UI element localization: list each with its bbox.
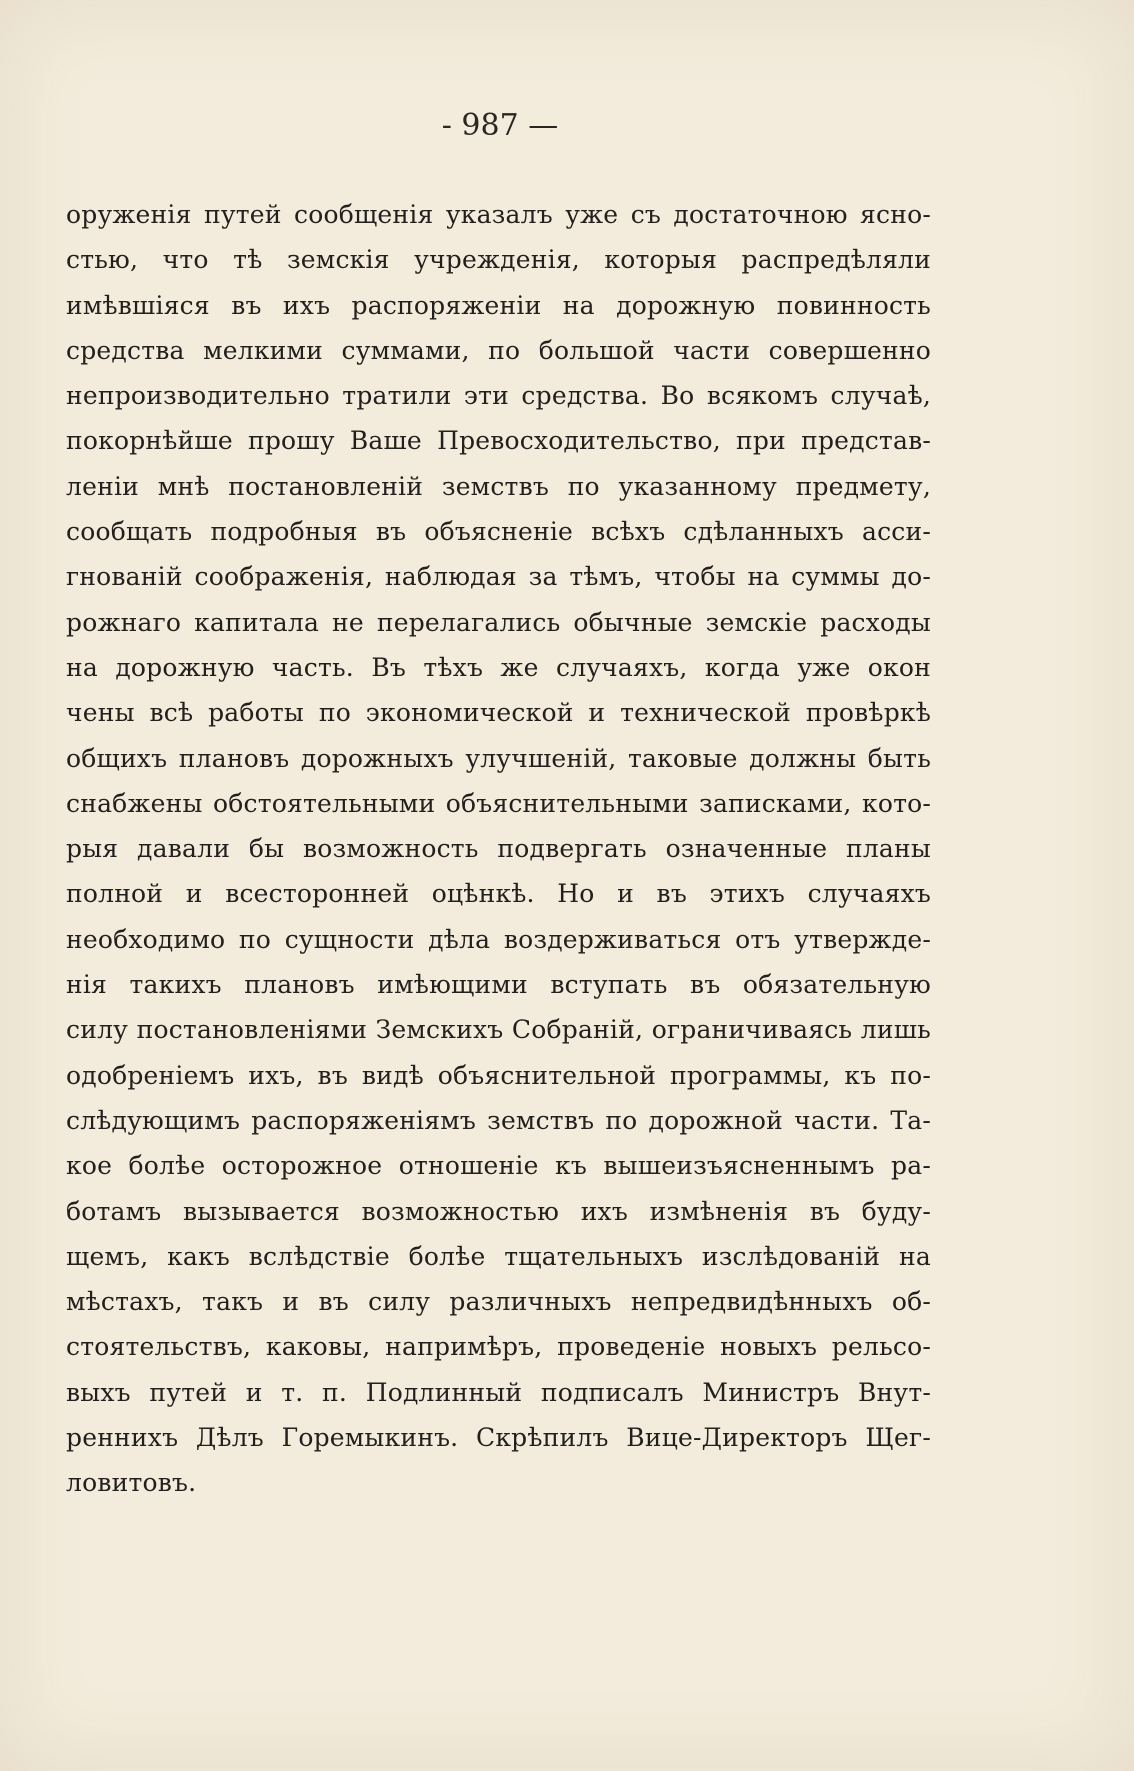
text-line: силу постановленіями Земскихъ Собраній, ограничиваясь лишь [66, 1015, 931, 1045]
text-line: непроизводительно тратили эти средства. Во всякомъ случаѣ, [66, 381, 931, 411]
body-text [66, 192, 931, 1506]
text-line: ботамъ вызывается возможностью ихъ измѣненія въ буду- [66, 1196, 931, 1226]
text-line: стоятельствъ, каковы, напримѣръ, проведеніе новыхъ рельсо- [66, 1332, 931, 1362]
text-line: средства мелкими суммами, по большой части совершенно [66, 335, 931, 365]
text-line: общихъ плановъ дорожныхъ улучшеній, таковые должны быть [66, 743, 931, 773]
text-line: кое болѣе осторожное отношеніе къ вышеизъясненнымъ ра- [66, 1151, 931, 1181]
text-line: выхъ путей и т. п. Подлинный подписалъ Министръ Внут- [66, 1377, 931, 1407]
text-line: полной и всесторонней оцѣнкѣ. Но и въ этихъ случаяхъ [66, 879, 931, 909]
text-line: рыя давали бы возможность подвергать означенные планы [66, 834, 931, 864]
text-line: оруженія путей сообщенія указалъ уже съ достаточною ясно- [66, 200, 931, 229]
text-line: щемъ, какъ вслѣдствіе болѣе тщательныхъ изслѣдованій на [66, 1241, 931, 1271]
text-line: леніи мнѣ постановленій земствъ по указанному предмету, [66, 471, 931, 501]
text-line: снабжены обстоятельными объяснительными записками, кото- [66, 788, 931, 818]
text-line: покорнѣйше прошу Ваше Превосходительство, при представ- [66, 426, 931, 456]
text-line: слѣдующимъ распоряженіямъ земствъ по дорожной части. Та- [66, 1105, 931, 1135]
text-line: стью, что тѣ земскія учрежденія, которыя распредѣляли [66, 245, 931, 275]
text-line: одобреніемъ ихъ, въ видѣ объяснительной программы, къ по- [66, 1060, 931, 1090]
text-line: нія такихъ плановъ имѣющими вступать въ обязательную [66, 970, 931, 1000]
text-line: сообщать подробныя въ объясненіе всѣхъ сдѣланныхъ асси- [66, 517, 931, 547]
text-line: имѣвшіяся въ ихъ распоряженіи на дорожную повинность [66, 290, 931, 320]
text-line: мѣстахъ, такъ и въ силу различныхъ непредвидѣнныхъ об- [66, 1287, 931, 1317]
text-line: необходимо по сущности дѣла воздерживаться отъ утвержде- [66, 924, 931, 954]
text-line: рожнаго капитала не перелагались обычные земскіе расходы [66, 607, 931, 637]
text-line: ловитовъ. [66, 1468, 197, 1498]
text-line: на дорожную часть. Въ тѣхъ же случаяхъ, когда уже окон [66, 652, 931, 682]
text-line: чены всѣ работы по экономической и технической провѣркѣ [66, 698, 931, 728]
page-number: - 987 — [441, 108, 559, 143]
text-line: реннихъ Дѣлъ Горемыкинъ. Скрѣпилъ Вице-Директоръ Щег- [66, 1423, 931, 1453]
text-line: гнованій соображенія, наблюдая за тѣмъ, чтобы на суммы до- [66, 562, 931, 592]
